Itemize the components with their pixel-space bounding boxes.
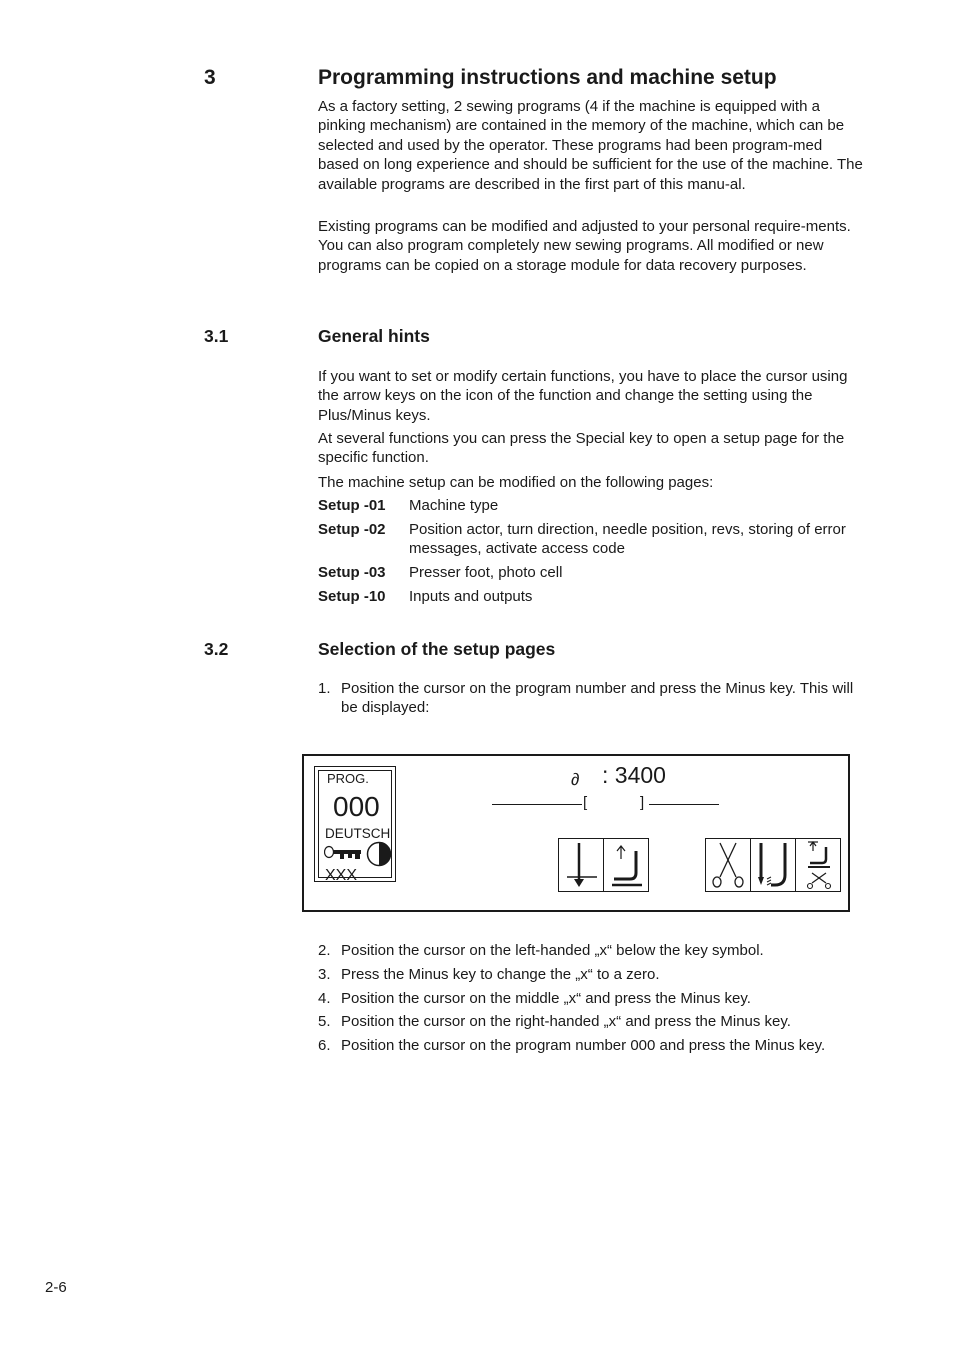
needle-position-icon-box[interactable] — [558, 838, 604, 892]
step-number: 6. — [318, 1037, 331, 1054]
section-number: 3 — [204, 66, 216, 89]
access-code[interactable]: XXX — [325, 867, 358, 884]
subsection-title-1: General hints — [318, 326, 430, 346]
step-text: Press the Minus key to change the „x“ to a zero. — [341, 966, 660, 983]
setup-label: Setup -02 — [318, 521, 386, 538]
setup-description: Presser foot, photo cell — [409, 564, 563, 581]
setup-label: Setup -03 — [318, 564, 386, 581]
thread-clamp-icon-box[interactable] — [750, 838, 796, 892]
section-paragraph-2: Existing programs can be modified and adjusted to your personal require-ments. You can also program completely new sewing programs. All modified or new programs can be copied on a storage module for data recovery purposes. — [318, 218, 851, 274]
needle-down-icon — [559, 839, 603, 891]
section-paragraph-1: As a factory setting, 2 sewing programs (4 if the machine is equipped with a pinking mechanism) are contained in the memory of the machine, which can be selected and used by the operator. These programs had been program-med based on long experience and should be sufficient for the use of the machine. The available programs are described in the first part of this manu-al. — [318, 98, 863, 193]
bracket-left: [ — [583, 794, 588, 811]
general-hints-paragraph-3: The machine setup can be modified on the following pages: — [318, 474, 714, 491]
step-text: Position the cursor on the left-handed „x“ below the key symbol. — [341, 942, 764, 959]
step-number: 5. — [318, 1013, 331, 1030]
step-number: 2. — [318, 942, 331, 959]
step-text: Position the cursor on the middle „x“ and press the Minus key. — [341, 990, 751, 1007]
step-number: 1. — [318, 680, 331, 697]
key-icon — [324, 845, 364, 861]
general-hints-paragraph-1: If you want to set or modify certain functions, you have to place the cursor using the arrow keys on the icon of the function and change the setting using the Plus/Minus keys. — [318, 368, 848, 424]
section-title: Programming instructions and machine setup — [318, 66, 777, 89]
subsection-number-2: 3.2 — [204, 639, 229, 659]
setup-label: Setup -10 — [318, 588, 386, 605]
step-text: Position the cursor on the program number and press the Minus key. This will be displayed: — [341, 680, 854, 717]
program-number[interactable]: 000 — [333, 791, 380, 822]
presser-foot-up-icon — [604, 839, 648, 891]
subsection-number-1: 3.1 — [204, 326, 229, 346]
general-hints-paragraph-2: At several functions you can press the Special key to open a setup page for the specific function. — [318, 430, 845, 467]
step-number: 4. — [318, 990, 331, 1007]
step-text: Position the cursor on the right-handed „x“ and press the Minus key. — [341, 1013, 791, 1030]
foot-scissors-icon — [796, 839, 840, 891]
page-number: 2-6 — [45, 1279, 67, 1296]
speed-icon: ∂ — [571, 770, 580, 789]
presser-foot-icon-box[interactable] — [603, 838, 649, 892]
setup-description: Machine type — [409, 497, 499, 514]
subsection-title-2: Selection of the setup pages — [318, 639, 556, 659]
bracket-right: ] — [640, 794, 645, 811]
half-circle-icon — [366, 841, 392, 867]
needle-thread-icon — [751, 839, 795, 891]
scissors-icon — [706, 839, 750, 891]
program-box-inner — [318, 770, 392, 884]
control-panel-display — [302, 754, 850, 912]
divider-line-right — [649, 804, 719, 805]
setup-label: Setup -01 — [318, 497, 386, 514]
program-label: PROG. — [327, 771, 369, 786]
step-number: 3. — [318, 966, 331, 983]
setup-description: Position actor, turn direction, needle position, revs, storing of error messages, activate access code — [409, 521, 846, 558]
step-text: Position the cursor on the program number 000 and press the Minus key. — [341, 1037, 826, 1054]
language-label: DEUTSCH — [325, 826, 391, 841]
setup-description: Inputs and outputs — [409, 588, 533, 605]
divider-line-left — [492, 804, 582, 805]
thread-trimmer-icon-box[interactable] — [705, 838, 751, 892]
foot-lift-trim-icon-box[interactable] — [795, 838, 841, 892]
speed-value[interactable]: : 3400 — [602, 762, 666, 788]
program-box — [314, 766, 396, 882]
